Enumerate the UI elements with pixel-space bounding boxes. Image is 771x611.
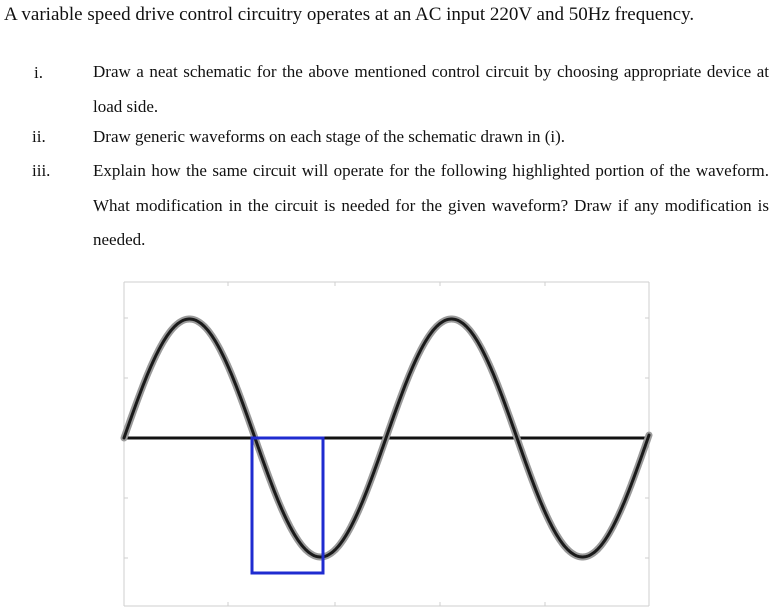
question-1-number: i. <box>34 63 43 82</box>
plot-frame <box>124 282 649 606</box>
frame-ticks <box>124 282 649 606</box>
question-3-text: Explain how the same circuit will operate for the following highlighted portion of the waveform. What modification in the circuit is needed for the given waveform? Draw if any modification is needed. <box>93 161 769 249</box>
highlight-box <box>252 438 323 573</box>
problem-statement: A variable speed drive control circuitry operates at an AC input 220V and 50Hz frequency. <box>4 4 695 25</box>
question-1-text: Draw a neat schematic for the above mentioned control circuit by choosing appropriate device at load side. <box>93 62 769 116</box>
question-2-number: ii. <box>32 127 46 146</box>
sine-wave-shadow <box>124 319 649 557</box>
question-3-number: iii. <box>32 161 51 180</box>
sine-wave <box>124 319 649 557</box>
question-2-text: Draw generic waveforms on each stage of the schematic drawn in (i). <box>93 127 566 146</box>
